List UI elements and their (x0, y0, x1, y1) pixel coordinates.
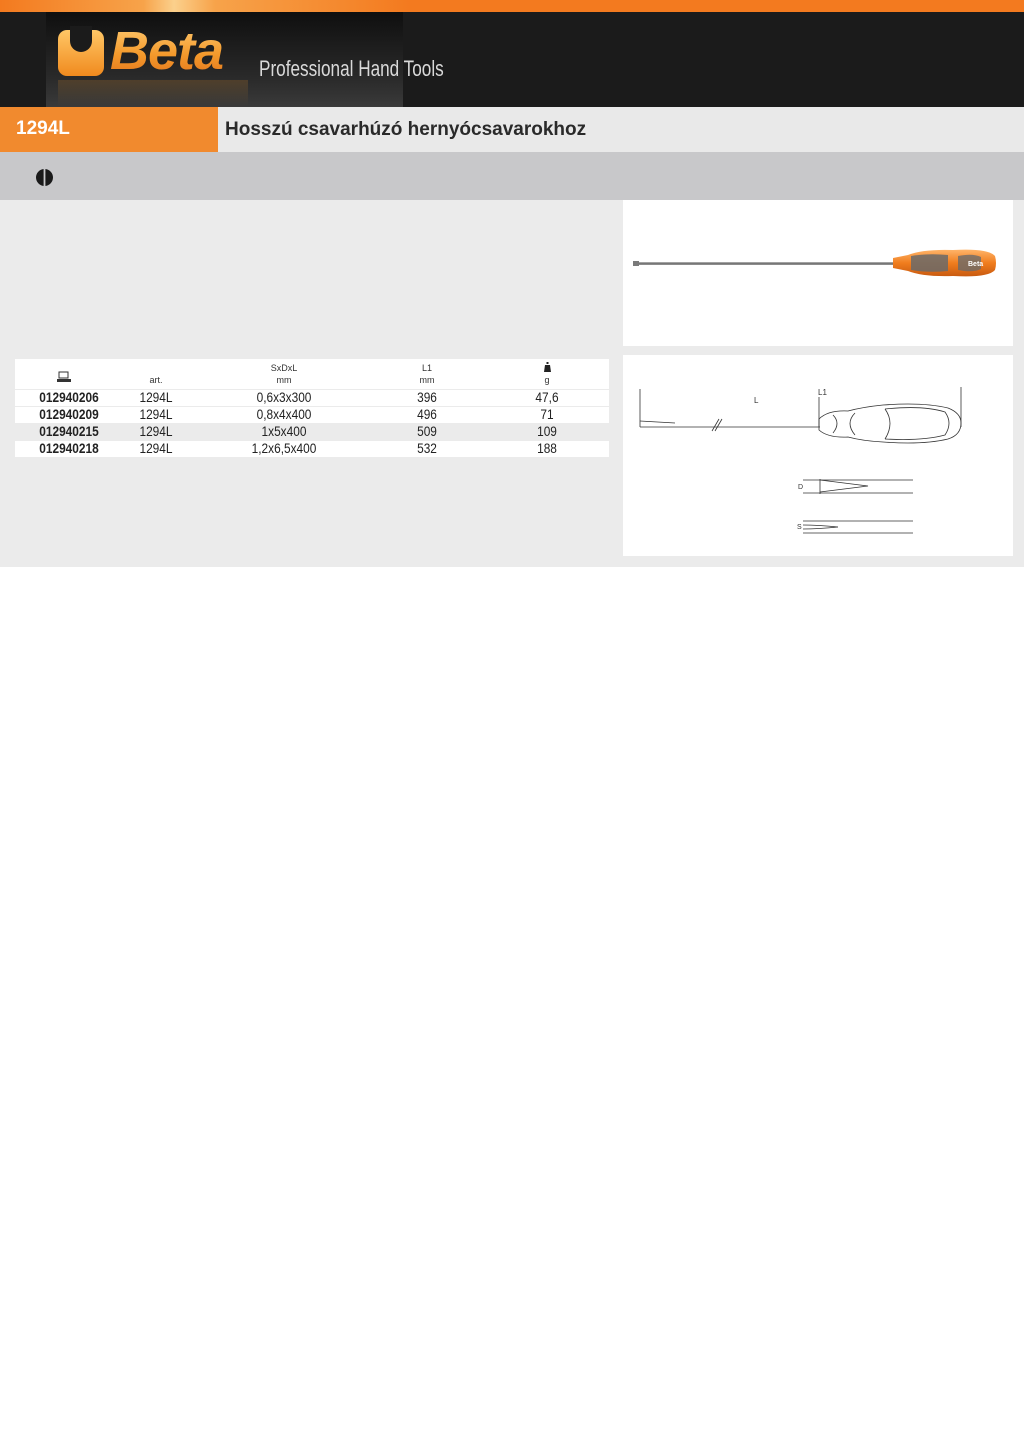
screwdriver-dimension-drawing (623, 355, 1013, 556)
product-photo (623, 200, 1013, 346)
header-bar (0, 0, 1024, 107)
row-weight: 47,6 (535, 390, 559, 405)
row-l1: 509 (417, 424, 437, 439)
handle-brand-label: Beta (968, 261, 984, 268)
header-weight-unit: g (544, 375, 550, 385)
accent-stripe (0, 0, 1024, 12)
specification-table (15, 359, 609, 457)
table-row (15, 390, 609, 406)
header-l1-top: L1 (421, 363, 432, 373)
table-header (15, 359, 609, 389)
row-l1: 532 (417, 441, 437, 456)
row-l1: 396 (417, 390, 437, 405)
row-art: 1294L (139, 407, 173, 422)
row-weight: 188 (537, 441, 557, 456)
dimension-label-l1: L1 (818, 388, 827, 397)
row-art: 1294L (139, 441, 173, 456)
logo-reflection (58, 80, 248, 106)
header-l1-unit: mm (419, 375, 435, 385)
row-weight: 109 (537, 424, 557, 439)
header-dims-top: SxDxL (270, 363, 298, 373)
brand-tagline: Professional Hand Tools (259, 56, 444, 81)
row-dims: 0,6x3x300 (256, 390, 312, 405)
row-code: 012940215 (39, 424, 99, 439)
row-dims: 1,2x6,5x400 (251, 441, 317, 456)
product-code: 1294L (16, 118, 70, 139)
header-dims-unit: mm (276, 375, 292, 385)
code-tag-icon (57, 371, 71, 383)
brand-name: Beta (110, 21, 224, 81)
slotted-screwdriver-icon (36, 169, 53, 186)
dimension-label-l: L (754, 396, 759, 405)
product-title: Hosszú csavarhúzó hernyócsavarokhoz (225, 119, 587, 140)
row-dims: 0,8x4x400 (256, 407, 312, 422)
wrench-logo-icon (58, 30, 104, 76)
brand-logo (46, 12, 444, 107)
row-code: 012940206 (39, 390, 99, 405)
row-art: 1294L (139, 424, 173, 439)
dimension-label-s: S (797, 524, 802, 531)
table-row (15, 407, 609, 423)
dimension-label-d: D (798, 484, 804, 491)
row-dims: 1x5x400 (261, 424, 307, 439)
content-panel (0, 200, 1024, 567)
row-art: 1294L (139, 390, 173, 405)
header-art: art. (149, 375, 163, 385)
drive-type-bar (0, 152, 1024, 200)
weight-icon (544, 362, 551, 372)
row-l1: 496 (417, 407, 437, 422)
row-code: 012940209 (39, 407, 99, 422)
row-weight: 71 (540, 407, 554, 422)
screwdriver-photo (623, 200, 1013, 346)
row-code: 012940218 (39, 441, 99, 456)
table-row (15, 441, 609, 457)
technical-drawing (623, 355, 1013, 556)
product-code-box (0, 107, 218, 152)
table-row (15, 424, 609, 440)
product-title-row (0, 107, 1024, 152)
